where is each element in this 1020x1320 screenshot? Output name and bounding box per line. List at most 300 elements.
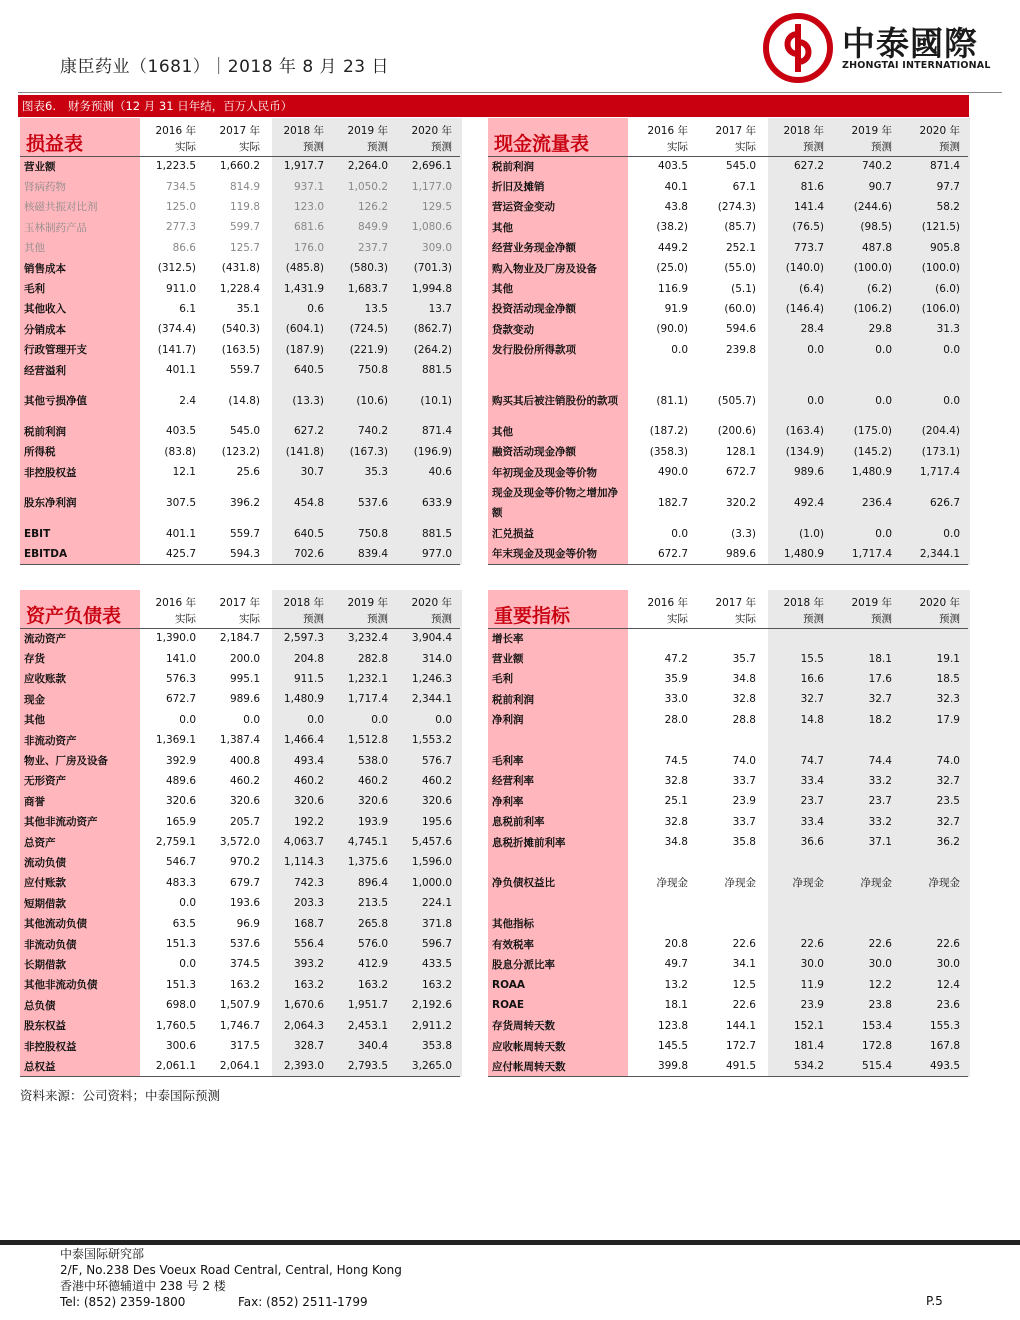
cell-value: 净现金	[928, 877, 960, 890]
cell-value: 58.2	[936, 200, 960, 213]
cell-value: 412.9	[357, 958, 388, 971]
cell-value: 181.4	[793, 1040, 824, 1052]
cell-value: (701.3)	[413, 262, 452, 275]
table-row	[488, 462, 968, 482]
cell-value: 679.7	[229, 876, 260, 889]
cell-value: (200.6)	[717, 425, 756, 438]
cell-value: 32.7	[936, 774, 960, 787]
cell-value: 401.1	[165, 364, 196, 377]
cell-value: (505.7)	[717, 394, 756, 407]
table-row	[488, 934, 968, 954]
row-label: 应收帐周转天数	[492, 1040, 566, 1053]
cell-value	[832, 893, 900, 913]
cell-value: 151.3	[165, 978, 196, 991]
row-label: 毛利	[492, 673, 513, 686]
cell-value: 43.8	[664, 200, 688, 213]
cell-value: 23.5	[936, 795, 960, 808]
cell-value: 17.6	[868, 672, 892, 685]
cell-value: 491.5	[696, 1056, 764, 1076]
footer-dept: 中泰国际研究部	[60, 1247, 145, 1261]
row-label: 短期借款	[24, 897, 66, 910]
cell-value: 300.6	[165, 1040, 196, 1052]
logo-en-text: ZHONGTAI INTERNATIONAL	[842, 60, 991, 71]
cell-value: 152.1	[793, 1019, 824, 1032]
kind-header: 实际	[204, 138, 268, 156]
cell-value: 2,453.1	[347, 1019, 388, 1032]
cell-value: 1,480.9	[851, 466, 892, 479]
table-row	[488, 771, 968, 791]
row-label: 汇兑损益	[492, 528, 534, 541]
cell-value: 141.4	[793, 200, 824, 213]
cell-value: 125.7	[229, 241, 260, 254]
cell-value: 773.7	[793, 241, 824, 254]
cell-value: 32.8	[664, 774, 688, 787]
table-row	[20, 238, 460, 258]
cell-value: 33.4	[800, 774, 824, 787]
cell-value: 净现金	[656, 877, 688, 890]
cell-value: 433.5	[421, 958, 452, 971]
table-row	[488, 975, 968, 995]
row-label: 应付帐周转天数	[488, 1056, 628, 1076]
cell-value: 320.6	[421, 795, 452, 808]
cell-value: (173.1)	[921, 445, 960, 458]
year-header: 2017 年	[715, 597, 756, 609]
cell-value: 34.8	[732, 672, 756, 685]
cell-value: (187.9)	[285, 343, 324, 356]
cell-value: 0.0	[307, 713, 324, 726]
table-row	[20, 319, 460, 339]
year-header: 2017 年	[219, 597, 260, 609]
cell-value: 599.7	[229, 221, 260, 234]
year-header: 2019 年	[347, 597, 388, 609]
cell-value: 627.2	[293, 425, 324, 438]
cell-value: 35.1	[236, 302, 260, 315]
cell-value: 151.3	[165, 938, 196, 951]
cell-value: 970.2	[229, 856, 260, 869]
cell-value: 172.7	[725, 1040, 756, 1052]
row-label: 毛利率	[492, 755, 524, 768]
cell-value	[628, 360, 696, 380]
footer-address-cn: 香港中环德辅道中 238 号 2 楼	[60, 1279, 226, 1293]
table-row	[488, 954, 968, 974]
cell-value: 1,717.4	[347, 693, 388, 706]
row-label	[488, 360, 628, 380]
cell-value: 33.2	[868, 815, 892, 828]
cell-value: (540.3)	[221, 323, 260, 336]
cell-value: 17.9	[936, 713, 960, 726]
row-label: 营运资金变动	[492, 201, 555, 214]
cell-value: 22.6	[732, 938, 756, 951]
cell-value: (3.3)	[731, 527, 756, 540]
cell-value: 265.8	[357, 917, 388, 930]
cell-value: 995.1	[229, 672, 260, 685]
cell-value: 977.0	[396, 544, 460, 564]
cell-value: 989.6	[229, 693, 260, 706]
row-label: 年末现金及现金等价物	[488, 544, 628, 564]
row-label: 长期借款	[24, 958, 66, 971]
cell-value: (6.0)	[935, 282, 960, 295]
cell-value: (100.0)	[853, 262, 892, 275]
cell-value: 734.5	[165, 180, 196, 193]
row-label: 其他非流动资产	[24, 816, 98, 829]
row-label: 应收账款	[24, 673, 66, 686]
cell-value: 640.5	[293, 527, 324, 540]
year-header: 2016 年	[155, 597, 196, 609]
cell-value: 144.1	[725, 1019, 756, 1032]
cell-value: 1,717.4	[832, 544, 900, 564]
cell-value: 23.9	[800, 999, 824, 1012]
cell-value: 672.7	[628, 544, 696, 564]
cell-value: 545.0	[725, 160, 756, 173]
cell-value: 1,223.5	[155, 160, 196, 173]
cell-value: 6.1	[179, 302, 196, 315]
cell-value: 15.5	[800, 652, 824, 665]
cell-value: 1,670.6	[283, 999, 324, 1012]
cell-value: 0.0	[943, 527, 960, 540]
cell-value: (374.4)	[157, 323, 196, 336]
table-row	[20, 217, 460, 237]
row-label: 物业、厂房及设备	[24, 755, 108, 768]
cell-value: 35.3	[364, 466, 388, 479]
cell-value: 74.0	[936, 754, 960, 767]
cell-value: 163.2	[421, 978, 452, 991]
cell-value: 193.6	[229, 897, 260, 910]
cell-value: 449.2	[657, 241, 688, 254]
table-row	[488, 791, 968, 811]
kind-header: 预测	[268, 138, 332, 156]
cell-value: 353.8	[421, 1040, 452, 1052]
cell-value: 0.0	[179, 958, 196, 971]
cell-value: 33.2	[868, 774, 892, 787]
cell-value: 0.0	[807, 343, 824, 356]
cell-value: 538.0	[357, 754, 388, 767]
cell-value	[900, 360, 968, 380]
cell-value: 681.6	[293, 221, 324, 234]
cell-value: 849.9	[357, 221, 388, 234]
cell-value: 0.0	[875, 527, 892, 540]
table-row	[488, 442, 968, 462]
cell-value: 2.4	[179, 394, 196, 407]
cell-value: 23.7	[800, 795, 824, 808]
cell-value: (141.7)	[157, 343, 196, 356]
section-title: 资产负债表	[20, 590, 140, 628]
cell-value: 193.9	[357, 815, 388, 828]
cell-value: 119.8	[229, 200, 260, 213]
year-header: 2019 年	[851, 125, 892, 137]
cell-value: 698.0	[165, 999, 196, 1012]
cell-value: 165.9	[165, 815, 196, 828]
income-grid	[20, 118, 460, 565]
cell-value: 128.1	[725, 445, 756, 458]
footer-rule	[0, 1240, 1020, 1245]
kind-header: 预测	[268, 610, 332, 628]
cell-value: 1,390.0	[155, 632, 196, 645]
cell-value: 5,457.6	[411, 836, 452, 849]
row-label: 股东权益	[24, 1020, 66, 1033]
cell-value: (187.2)	[649, 425, 688, 438]
cell-value: 576.3	[165, 672, 196, 685]
cell-value: (13.3)	[292, 394, 324, 407]
cell-value: 19.1	[936, 652, 960, 665]
cell-value: 2,759.1	[155, 836, 196, 849]
cell-value: 23.8	[868, 999, 892, 1012]
cell-value: 净现金	[860, 877, 892, 890]
cell-value: 12.4	[936, 978, 960, 991]
kind-header: 预测	[832, 610, 900, 628]
cell-value: 392.9	[165, 754, 196, 767]
cell-value: 0.0	[179, 713, 196, 726]
cell-value	[900, 730, 968, 750]
cell-value: 16.6	[800, 672, 824, 685]
cell-value: 13.2	[664, 978, 688, 991]
cell-value: 2,393.0	[268, 1056, 332, 1076]
footer-fax: Fax: (852) 2511-1799	[238, 1295, 368, 1309]
year-header: 2016 年	[647, 597, 688, 609]
row-label: 流动负债	[24, 856, 66, 869]
cell-value: 13.5	[364, 302, 388, 315]
year-header: 2018 年	[783, 125, 824, 137]
cell-value: 32.8	[732, 693, 756, 706]
cell-value: 236.4	[861, 496, 892, 509]
cell-value: 14.8	[800, 713, 824, 726]
table-row	[20, 791, 460, 811]
page-number: P.5	[926, 1294, 943, 1308]
row-label: 销售成本	[24, 262, 66, 275]
cell-value: (14.8)	[228, 394, 260, 407]
table-row	[20, 360, 460, 380]
kind-header: 预测	[900, 610, 968, 628]
cell-value: 11.9	[800, 978, 824, 991]
cell-value: (90.0)	[656, 323, 688, 336]
cell-value: 28.8	[732, 713, 756, 726]
row-label: 经营利率	[492, 775, 534, 788]
balance-sheet-table	[20, 590, 462, 1077]
table-row	[488, 156, 968, 176]
row-label: 玉林制药产品	[24, 221, 87, 234]
row-label: 增长率	[492, 632, 524, 645]
row-label: 折旧及摊销	[492, 181, 545, 194]
row-label: 所得税	[24, 446, 56, 459]
kind-header: 实际	[204, 610, 268, 628]
cell-value: 1,000.0	[411, 876, 452, 889]
table-row	[20, 523, 460, 543]
cell-value: 1,660.2	[219, 160, 260, 173]
cell-value: 47.2	[664, 652, 688, 665]
cell-value: 594.6	[725, 323, 756, 336]
table-row	[488, 197, 968, 217]
cell-value: 2,344.1	[411, 693, 452, 706]
cell-value: 750.8	[357, 527, 388, 540]
cell-value: 640.5	[293, 364, 324, 377]
cell-value: 63.5	[172, 917, 196, 930]
section-title: 重要指标	[488, 590, 628, 628]
table-row	[488, 995, 968, 1015]
cell-value: 317.5	[229, 1040, 260, 1052]
table-row	[488, 1036, 968, 1056]
table-row	[488, 360, 968, 380]
cell-value: 594.3	[204, 544, 268, 564]
row-label: EBIT	[24, 527, 51, 540]
table-row	[488, 730, 968, 750]
kind-header: 实际	[696, 610, 764, 628]
cell-value: (106.0)	[921, 302, 960, 315]
cell-value: 4,063.7	[283, 836, 324, 849]
cell-value: 487.8	[861, 241, 892, 254]
cell-value: 460.2	[421, 774, 452, 787]
table-row	[20, 1015, 460, 1035]
cell-value: 911.5	[293, 672, 324, 685]
cell-value: 282.8	[357, 652, 388, 665]
key-ratios-table	[488, 590, 970, 1077]
year-header: 2017 年	[219, 125, 260, 137]
cell-value: 37.1	[868, 836, 892, 849]
cell-value: 937.1	[293, 180, 324, 193]
cell-value: (604.1)	[285, 323, 324, 336]
cell-value	[764, 360, 832, 380]
table-row	[488, 893, 968, 913]
table-row	[20, 689, 460, 709]
cell-value: 0.0	[943, 394, 960, 407]
cell-value: 33.4	[800, 815, 824, 828]
cell-value: 32.3	[936, 693, 960, 706]
row-label: 流动资产	[24, 632, 66, 645]
row-label: 应付账款	[24, 877, 66, 890]
kind-header: 实际	[628, 610, 696, 628]
header-rule	[18, 92, 1002, 93]
row-label: 税前利润	[24, 425, 66, 438]
cell-value: 534.2	[764, 1056, 832, 1076]
row-label: 无形资产	[24, 775, 66, 788]
row-label: 购入物业及厂房及设备	[492, 262, 597, 275]
cell-value: 1,480.9	[764, 544, 832, 564]
table-row	[488, 669, 968, 689]
row-label: 息税前利率	[492, 816, 545, 829]
cell-value: 123.8	[657, 1019, 688, 1032]
cell-value: 224.1	[421, 897, 452, 910]
cell-value: 3,904.4	[411, 632, 452, 645]
cell-value: 576.0	[357, 938, 388, 951]
row-label	[488, 893, 628, 913]
cell-value: 400.8	[229, 754, 260, 767]
cell-value	[764, 730, 832, 750]
table-row	[20, 710, 460, 730]
row-label: 净利率	[492, 795, 524, 808]
cell-value	[628, 893, 696, 913]
year-header: 2017 年	[715, 125, 756, 137]
cell-value: 129.5	[421, 200, 452, 213]
cell-value: 911.0	[165, 282, 196, 295]
cell-value: 22.6	[936, 938, 960, 951]
cell-value: 81.6	[800, 180, 824, 193]
table-row	[20, 482, 460, 523]
cell-value: (167.3)	[349, 445, 388, 458]
footer-contact	[60, 1246, 402, 1310]
table-row	[20, 421, 460, 441]
cell-value: (38.2)	[656, 221, 688, 234]
cell-value: 489.6	[165, 774, 196, 787]
cell-value: 515.4	[832, 1056, 900, 1076]
cell-value: 1,683.7	[347, 282, 388, 295]
cell-value: 0.0	[807, 394, 824, 407]
kind-header: 实际	[140, 610, 204, 628]
cell-value: 176.0	[293, 241, 324, 254]
row-label: 其他	[492, 283, 513, 296]
cell-value	[832, 730, 900, 750]
cell-value: (244.6)	[853, 200, 892, 213]
cell-value: 2,064.3	[283, 1019, 324, 1032]
cell-value: 393.2	[293, 958, 324, 971]
cell-value: 86.6	[172, 241, 196, 254]
cell-value: 340.4	[357, 1040, 388, 1052]
cell-value	[764, 893, 832, 913]
cell-value: 32.7	[868, 693, 892, 706]
cell-value: 460.2	[357, 774, 388, 787]
cell-value: (724.5)	[349, 323, 388, 336]
row-label: 税前利润	[492, 160, 534, 173]
row-label: EBITDA	[20, 544, 140, 564]
cell-value: 559.7	[229, 527, 260, 540]
cell-value	[628, 852, 696, 872]
row-label: 经营溢利	[24, 364, 66, 377]
cell-value: 881.5	[421, 364, 452, 377]
row-label: 其他流动负债	[24, 918, 87, 931]
cell-value: 33.0	[664, 693, 688, 706]
cell-value: 2,064.1	[204, 1056, 268, 1076]
year-header: 2019 年	[347, 125, 388, 137]
table-row	[20, 913, 460, 933]
cell-value: 167.8	[929, 1040, 960, 1052]
cell-value: 2,597.3	[283, 632, 324, 645]
cell-value: 163.2	[357, 978, 388, 991]
header-row-years	[20, 118, 460, 138]
cell-value	[696, 730, 764, 750]
table-row	[488, 913, 968, 933]
cell-value: (85.7)	[724, 221, 756, 234]
table-row	[20, 1056, 460, 1076]
cell-value: 3,232.4	[347, 632, 388, 645]
table-row	[20, 730, 460, 750]
cell-value: 740.2	[861, 160, 892, 173]
cell-value: 净现金	[724, 877, 756, 890]
cell-value: 672.7	[725, 466, 756, 479]
footer-tel: Tel: (852) 2359-1800	[60, 1295, 186, 1309]
cell-value	[900, 628, 968, 648]
figure-number: 图表6.	[22, 99, 56, 113]
cell-value: 2,184.7	[219, 632, 260, 645]
cell-value: 328.7	[293, 1040, 324, 1052]
cell-value: 23.9	[732, 795, 756, 808]
logo-emblem-icon	[762, 12, 834, 84]
table-row	[20, 299, 460, 319]
cell-value: 22.6	[800, 938, 824, 951]
row-label: 营业额	[492, 653, 524, 666]
cell-value	[832, 360, 900, 380]
row-label: ROAE	[492, 999, 525, 1012]
cell-value: 633.9	[421, 496, 452, 509]
cell-value: (1.0)	[799, 527, 824, 540]
table-row	[20, 258, 460, 278]
cell-value: 672.7	[165, 693, 196, 706]
table-row	[20, 628, 460, 648]
row-label: 行政管理开支	[24, 344, 87, 357]
cell-value: 32.8	[664, 815, 688, 828]
section-title: 现金流量表	[488, 118, 628, 156]
table-row	[488, 832, 968, 852]
cell-value: 905.8	[929, 241, 960, 254]
cell-value: 1,387.4	[219, 734, 260, 747]
cell-value: (358.3)	[649, 445, 688, 458]
row-label: 其他	[492, 425, 513, 438]
